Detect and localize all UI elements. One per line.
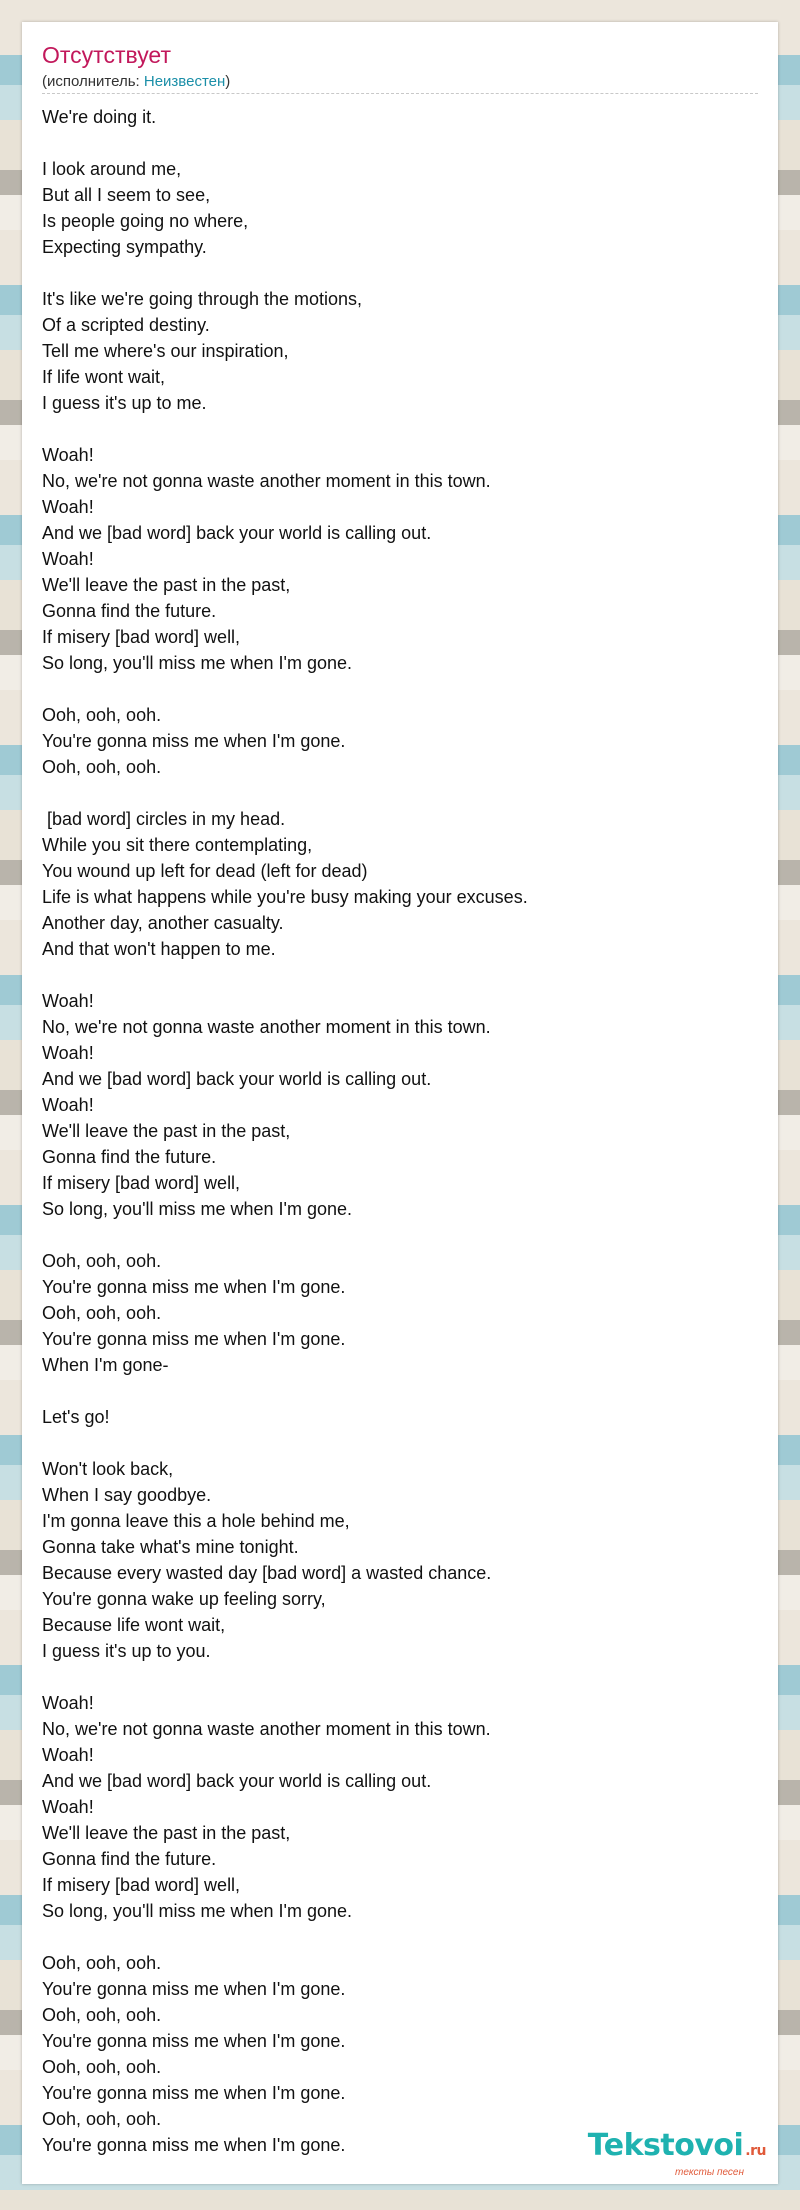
lyrics-line: Ooh, ooh, ooh.	[42, 1953, 162, 1973]
lyrics-line: Ooh, ooh, ooh.	[42, 1251, 162, 1271]
lyrics-line: Woah!	[42, 1797, 94, 1817]
lyrics-line: Of a scripted destiny.	[42, 315, 210, 335]
lyrics-line: Because life wont wait,	[42, 1615, 226, 1635]
lyrics-line: So long, you'll miss me when I'm gone.	[42, 653, 353, 673]
lyrics-line: And we [bad word] back your world is calling out.	[42, 1069, 432, 1089]
lyrics-line: I'm gonna leave this a hole behind me,	[42, 1511, 350, 1531]
lyrics-line: We'll leave the past in the past,	[42, 1823, 291, 1843]
lyrics-line: You're gonna miss me when I'm gone.	[42, 2083, 346, 2103]
lyrics-line: You're gonna miss me when I'm gone.	[42, 2135, 346, 2155]
lyrics-line: If life wont wait,	[42, 367, 166, 387]
lyrics-line: If misery [bad word] well,	[42, 1875, 241, 1895]
lyrics-line: You're gonna miss me when I'm gone.	[42, 731, 346, 751]
lyrics-line: I guess it's up to me.	[42, 393, 207, 413]
lyrics-blank-line	[42, 416, 528, 442]
lyrics-line: No, we're not gonna waste another moment in this town.	[42, 471, 491, 491]
song-title: Отсутствует	[42, 42, 171, 68]
lyrics-line: And that won't happen to me.	[42, 939, 276, 959]
lyrics-line: You're gonna miss me when I'm gone.	[42, 1979, 346, 1999]
lyrics-line: No, we're not gonna waste another moment in this town.	[42, 1017, 491, 1037]
lyrics-line: Gonna take what's mine tonight.	[42, 1537, 299, 1557]
lyrics-line: Woah!	[42, 1693, 94, 1713]
lyrics-line: Ooh, ooh, ooh.	[42, 1303, 162, 1323]
lyrics-line: While you sit there contemplating,	[42, 835, 313, 855]
lyrics-line: Ooh, ooh, ooh.	[42, 2057, 162, 2077]
lyrics-blank-line	[42, 962, 528, 988]
lyrics-line: Woah!	[42, 1095, 94, 1115]
lyrics-line: And we [bad word] back your world is calling out.	[42, 523, 432, 543]
lyrics-line: Life is what happens while you're busy making your excuses.	[42, 887, 528, 907]
lyrics-text	[42, 104, 528, 2158]
lyrics-line: You're gonna wake up feeling sorry,	[42, 1589, 326, 1609]
lyrics-line: Another day, another casualty.	[42, 913, 284, 933]
lyrics-line: If misery [bad word] well,	[42, 1173, 241, 1193]
lyrics-line: Gonna find the future.	[42, 601, 217, 621]
lyrics-line: Woah!	[42, 497, 94, 517]
lyrics-line: Ooh, ooh, ooh.	[42, 757, 162, 777]
lyrics-line: Gonna find the future.	[42, 1147, 217, 1167]
lyrics-line: If misery [bad word] well,	[42, 627, 241, 647]
lyrics-line: Expecting sympathy.	[42, 237, 207, 257]
lyrics-blank-line	[42, 1924, 528, 1950]
lyrics-line: Woah!	[42, 991, 94, 1011]
lyrics-blank-line	[42, 1222, 528, 1248]
lyrics-line: You're gonna miss me when I'm gone.	[42, 1277, 346, 1297]
artist-link[interactable]: Неизвестен	[143, 73, 226, 90]
lyrics-line: Woah!	[42, 445, 94, 465]
lyrics-blank-line	[42, 676, 528, 702]
logo-tagline: тексты песен	[675, 2167, 744, 2178]
lyrics-line: I guess it's up to you.	[42, 1641, 211, 1661]
lyrics-line: We'll leave the past in the past,	[42, 1121, 291, 1141]
lyrics-line: Is people going no where,	[42, 211, 249, 231]
header-divider	[42, 93, 758, 94]
lyrics-line: So long, you'll miss me when I'm gone.	[42, 1901, 353, 1921]
lyrics-line: You're gonna miss me when I'm gone.	[42, 1329, 346, 1349]
lyrics-blank-line	[42, 780, 528, 806]
lyrics-line: And we [bad word] back your world is calling out.	[42, 1771, 432, 1791]
lyrics-line: But all I seem to see,	[42, 185, 211, 205]
lyrics-line: Won't look back,	[42, 1459, 174, 1479]
lyrics-line: When I say goodbye.	[42, 1485, 212, 1505]
lyrics-line: Woah!	[42, 1043, 94, 1063]
logo-name: Tekstovoi	[587, 2128, 744, 2163]
lyrics-line: We'll leave the past in the past,	[42, 575, 291, 595]
lyrics-line: Gonna find the future.	[42, 1849, 217, 1869]
lyrics-line: I look around me,	[42, 159, 182, 179]
lyrics-line: Let's go!	[42, 1407, 110, 1427]
lyrics-line: It's like we're going through the motions,	[42, 289, 363, 309]
artist-prefix: (исполнитель:	[42, 73, 144, 90]
lyrics-line: Woah!	[42, 549, 94, 569]
lyrics-blank-line	[42, 1430, 528, 1456]
lyrics-line: We're doing it.	[42, 107, 157, 127]
logo-tld: .ru	[745, 2143, 766, 2159]
lyrics-line: [bad word] circles in my head.	[42, 809, 286, 829]
lyrics-blank-line	[42, 1378, 528, 1404]
lyrics-line: Woah!	[42, 1745, 94, 1765]
lyrics-blank-line	[42, 260, 528, 286]
lyrics-blank-line	[42, 1664, 528, 1690]
lyrics-line: So long, you'll miss me when I'm gone.	[42, 1199, 353, 1219]
lyrics-line: When I'm gone-	[42, 1355, 169, 1375]
lyrics-line: Ooh, ooh, ooh.	[42, 2109, 162, 2129]
lyrics-line: Because every wasted day [bad word] a wasted chance.	[42, 1563, 492, 1583]
lyrics-line: You're gonna miss me when I'm gone.	[42, 2031, 346, 2051]
lyrics-line: You wound up left for dead (left for dead)	[42, 861, 368, 881]
lyrics-card	[22, 22, 778, 2184]
artist-line	[42, 73, 230, 90]
lyrics-line: No, we're not gonna waste another moment in this town.	[42, 1719, 491, 1739]
lyrics-blank-line	[42, 130, 528, 156]
lyrics-line: Tell me where's our inspiration,	[42, 341, 289, 361]
artist-suffix: )	[225, 73, 231, 90]
lyrics-line: Ooh, ooh, ooh.	[42, 2005, 162, 2025]
site-logo[interactable]	[588, 2128, 766, 2163]
lyrics-line: Ooh, ooh, ooh.	[42, 705, 162, 725]
